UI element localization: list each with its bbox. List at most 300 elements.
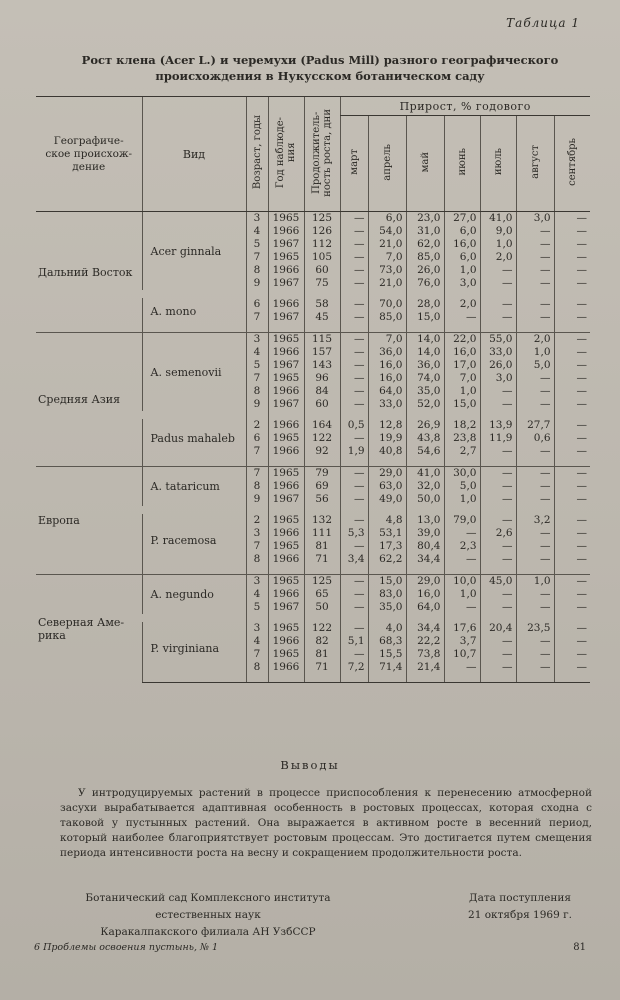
table-cell: 1965 [268,333,304,347]
table-row [36,575,590,589]
table-cell: 34,4 [406,622,444,635]
table-cell: 111 [304,527,340,540]
table-cell: — [554,225,590,238]
table-cell: 62,0 [406,238,444,251]
table-cell: 52,0 [406,398,444,411]
table-cell: 16,0 [444,346,480,359]
table-cell: 69 [304,480,340,493]
table-cell: 54,0 [368,225,406,238]
table-cell: — [554,398,590,411]
table-cell: — [554,514,590,527]
table-cell: 7 [246,540,268,553]
table-cell: 7,0 [368,251,406,264]
table-cell: — [516,648,554,661]
table-cell: 3,7 [444,635,480,648]
table-cell: 1967 [268,359,304,372]
table-cell: 3 [246,575,268,589]
growth-table [36,96,590,683]
table-cell: 1,0 [516,346,554,359]
table-cell: 2 [246,419,268,432]
table-cell: 75 [304,277,340,290]
table-cell: 36,0 [368,346,406,359]
table-cell: 76,0 [406,277,444,290]
table-cell: 84 [304,385,340,398]
table-cell: — [554,298,590,311]
table-cell: 2,0 [444,298,480,311]
header-month: сентябрь [554,116,590,212]
table-cell: 4 [246,346,268,359]
table-cell: — [516,385,554,398]
table-cell: 6,0 [444,225,480,238]
table-cell: 10,0 [444,575,480,589]
table-cell: 53,1 [368,527,406,540]
table-cell: — [554,540,590,553]
table-cell: — [340,251,368,264]
table-cell: 1,0 [444,588,480,601]
table-cell: 28,0 [406,298,444,311]
table-cell: — [516,251,554,264]
table-cell: 3 [246,212,268,226]
table-cell: 82 [304,635,340,648]
table-cell: 8 [246,480,268,493]
table-cell: 122 [304,622,340,635]
header-geo: Географиче- ское происхож- дение [36,97,142,212]
table-cell: — [516,635,554,648]
table-cell: — [516,298,554,311]
table-cell: — [340,398,368,411]
region-name: Европа [36,467,142,575]
table-cell: — [444,601,480,614]
table-cell: 31,0 [406,225,444,238]
table-cell: — [516,588,554,601]
table-cell: 43,8 [406,432,444,445]
table-cell: 56 [304,493,340,506]
table-cell: 5,0 [444,480,480,493]
table-cell: 2,6 [480,527,516,540]
table-cell: 105 [304,251,340,264]
table-cell: 70,0 [368,298,406,311]
table-cell: 1966 [268,419,304,432]
table-cell: 23,0 [406,212,444,226]
affiliation [58,890,358,941]
table-cell: 14,0 [406,346,444,359]
species-name: A. mono [142,298,246,324]
table-cell: 1966 [268,225,304,238]
table-cell: 0,5 [340,419,368,432]
table-cell: 125 [304,212,340,226]
table-cell: 1966 [268,553,304,566]
table-cell: 30,0 [444,467,480,481]
table-cell: — [340,277,368,290]
table-cell: 122 [304,432,340,445]
header-month: апрель [368,116,406,212]
table-cell: 27,7 [516,419,554,432]
table-cell: 1967 [268,601,304,614]
header-month: май [406,116,444,212]
header-species: Вид [142,97,246,212]
table-cell: 8 [246,661,268,674]
table-cell: 1,0 [480,238,516,251]
table-cell: 3 [246,333,268,347]
table-cell: 40,8 [368,445,406,458]
table-cell: 4 [246,225,268,238]
table-cell: 26,0 [406,264,444,277]
table-cell: 3,0 [516,212,554,226]
affiliation-line: Ботанический сад Комплексного института [85,892,331,904]
table-cell: 15,0 [444,398,480,411]
table-cell: — [516,277,554,290]
table-cell: 1,0 [444,385,480,398]
table-cell: 36,0 [406,359,444,372]
table-cell: 5 [246,359,268,372]
table-cell: 15,5 [368,648,406,661]
table-cell: 1965 [268,540,304,553]
page-number: 81 [573,942,586,953]
table-title: Рост клена (Acer L.) и черемухи (Padus Mill) разного географического происхождения в Нукусском ботаническом саду [81,53,559,83]
table-cell: 12,8 [368,419,406,432]
table-cell: 4,8 [368,514,406,527]
table-cell: — [554,311,590,324]
table-cell: — [340,225,368,238]
table-cell: 132 [304,514,340,527]
table-cell: 73,0 [368,264,406,277]
table-cell: 79 [304,467,340,481]
table-cell: 157 [304,346,340,359]
table-cell: 9 [246,277,268,290]
table-cell: 1966 [268,346,304,359]
table-cell: 85,0 [368,311,406,324]
table-cell: — [480,398,516,411]
table-cell: 1966 [268,445,304,458]
table-cell: 1966 [268,527,304,540]
table-cell: — [554,661,590,674]
table-cell: — [516,398,554,411]
table-cell: 1965 [268,648,304,661]
table-cell: 1966 [268,480,304,493]
table-cell: 1966 [268,385,304,398]
table-row [36,212,590,226]
table-cell: — [480,588,516,601]
table-cell: 73,8 [406,648,444,661]
table-cell: 5 [246,238,268,251]
table-cell: 39,0 [406,527,444,540]
table-cell: 16,0 [368,359,406,372]
table-cell: 5,3 [340,527,368,540]
table-cell: — [554,346,590,359]
table-cell: — [480,480,516,493]
table-cell: 5 [246,601,268,614]
header-month: март [340,116,368,212]
table-cell: 17,3 [368,540,406,553]
table-cell: 2 [246,514,268,527]
table-cell: — [554,445,590,458]
table-cell: 1967 [268,398,304,411]
table-cell: 33,0 [368,398,406,411]
table-cell: 7 [246,372,268,385]
table-cell: 26,0 [480,359,516,372]
table-cell: — [480,648,516,661]
table-cell: — [554,251,590,264]
table-cell: — [340,480,368,493]
table-cell: — [516,480,554,493]
table-cell: 41,0 [480,212,516,226]
table-cell: 17,6 [444,622,480,635]
table-cell: 7,0 [368,333,406,347]
table-cell: — [340,346,368,359]
table-cell: 21,0 [368,238,406,251]
table-cell: — [554,385,590,398]
table-cell: — [340,212,368,226]
table-cell: — [554,622,590,635]
table-cell: 16,0 [406,588,444,601]
table-cell: 1966 [268,635,304,648]
table-cell: — [516,493,554,506]
table-cell: 7 [246,648,268,661]
table-cell: 33,0 [480,346,516,359]
table-cell: — [554,419,590,432]
table-cell: 7 [246,445,268,458]
table-cell: 85,0 [406,251,444,264]
conclusions-text: У интродуцируемых растений в процессе приспособления к перенесению атмосферной засухи вырабатывается адаптивная особенность в ростовых процессах, которая сходна с таковой у пустынных растений. Она выражается в активном росте в весенний период, который наиболее благоприятствует ростовым процессам. Это достигается путем смещения периода интенсивности роста на весну и сокращением продолжительности роста. [60,787,592,859]
table-cell: — [340,311,368,324]
table-cell: — [554,333,590,347]
table-cell: 16,0 [444,238,480,251]
table-cell: — [480,311,516,324]
table-cell: 0,6 [516,432,554,445]
table-cell: 125 [304,575,340,589]
table-cell: 8 [246,553,268,566]
species-name: P. racemosa [142,514,246,566]
table-cell: — [554,212,590,226]
region-name: Дальний Восток [36,212,142,333]
table-cell: 92 [304,445,340,458]
table-cell: 164 [304,419,340,432]
table-cell: 65 [304,588,340,601]
table-cell: — [444,553,480,566]
table-cell: 19,9 [368,432,406,445]
table-cell: — [554,467,590,481]
table-cell: — [554,493,590,506]
table-cell: 9,0 [480,225,516,238]
table-cell: — [340,493,368,506]
table-cell: 1967 [268,311,304,324]
table-cell: 9 [246,493,268,506]
table-cell: 29,0 [368,467,406,481]
table-cell: 2,7 [444,445,480,458]
table-cell: — [554,359,590,372]
table-cell: — [554,372,590,385]
table-cell: 1967 [268,493,304,506]
table-cell: 3,0 [444,277,480,290]
table-cell: 1966 [268,661,304,674]
table-cell: 55,0 [480,333,516,347]
table-cell: 50 [304,601,340,614]
table-cell: 17,0 [444,359,480,372]
table-cell: 74,0 [406,372,444,385]
table-cell: — [480,661,516,674]
received-date [440,890,600,924]
table-cell: 71,4 [368,661,406,674]
table-cell: 60 [304,398,340,411]
table-cell: 6,0 [444,251,480,264]
table-cell: — [480,467,516,481]
table-cell: — [480,445,516,458]
table-cell: — [340,588,368,601]
species-name: Acer ginnala [142,212,246,291]
received-value: 21 октября 1969 г. [468,909,572,921]
table-cell: 10,7 [444,648,480,661]
table-cell: 1,0 [444,493,480,506]
table-cell: — [480,601,516,614]
table-cell: 71 [304,553,340,566]
table-cell: 3 [246,622,268,635]
table-cell: 8 [246,385,268,398]
table-cell: 143 [304,359,340,372]
table-cell: — [480,553,516,566]
table-cell: — [554,553,590,566]
table-cell: 50,0 [406,493,444,506]
table-cell: 1,0 [516,575,554,589]
table-cell: 8 [246,264,268,277]
table-cell: — [340,359,368,372]
table-cell: — [340,601,368,614]
table-cell: — [516,553,554,566]
table-cell: 34,4 [406,553,444,566]
table-cell: 6 [246,298,268,311]
table-cell: — [554,277,590,290]
region-name: Средняя Азия [36,333,142,467]
table-cell: 5,0 [516,359,554,372]
affiliation-line: Каракалпакского филиала АН УзбССР [100,926,316,938]
table-cell: 3,0 [480,372,516,385]
table-cell: — [340,264,368,277]
table-cell: 2,0 [516,333,554,347]
table-cell: 3,4 [340,553,368,566]
table-cell: 6,0 [368,212,406,226]
table-cell: — [340,540,368,553]
table-cell: 71 [304,661,340,674]
table-cell: — [554,648,590,661]
table-cell: 15,0 [406,311,444,324]
table-cell: — [554,575,590,589]
table-cell: — [516,540,554,553]
running-footer: 6 Проблемы освоения пустынь, № 1 [34,942,219,953]
table-cell: 112 [304,238,340,251]
table-cell: 29,0 [406,575,444,589]
table-cell: — [516,601,554,614]
header-month: июнь [444,116,480,212]
species-name: A. semenovii [142,333,246,412]
table-cell: 22,0 [444,333,480,347]
table-row [36,467,590,481]
table-cell: — [554,527,590,540]
table-cell: — [516,238,554,251]
table-cell: — [554,480,590,493]
table-cell: 3 [246,527,268,540]
table-cell: — [340,622,368,635]
table-cell: 13,9 [480,419,516,432]
table-cell: 54,6 [406,445,444,458]
table-cell: — [554,635,590,648]
table-cell: — [480,635,516,648]
table-cell: 6 [246,432,268,445]
table-cell: — [516,264,554,277]
table-cell: 1965 [268,251,304,264]
table-cell: 9 [246,398,268,411]
table-cell: 1965 [268,372,304,385]
table-body [36,212,590,683]
table-cell: 1967 [268,238,304,251]
table-cell: 14,0 [406,333,444,347]
species-name: P. virginiana [142,622,246,674]
table-cell: 7 [246,311,268,324]
table-cell: 45 [304,311,340,324]
table-cell: — [340,333,368,347]
received-label: Дата поступления [469,892,571,904]
table-cell: 5,1 [340,635,368,648]
table-cell: 11,9 [480,432,516,445]
header-duration: Продолжитель- ность роста, дни [304,97,340,212]
table-label: Таблица 1 [506,16,580,30]
table-cell: — [340,385,368,398]
species-name: Padus mahaleb [142,419,246,458]
table-cell: 1965 [268,514,304,527]
table-cell: 79,0 [444,514,480,527]
table-cell: 21,0 [368,277,406,290]
table-cell: 83,0 [368,588,406,601]
table-cell: 2,3 [444,540,480,553]
table-cell: 20,4 [480,622,516,635]
table-cell: 32,0 [406,480,444,493]
table-cell: 35,0 [406,385,444,398]
table-cell: 1965 [268,575,304,589]
table-cell: 21,4 [406,661,444,674]
table-cell: 68,3 [368,635,406,648]
table-cell: 1965 [268,212,304,226]
table-cell: 45,0 [480,575,516,589]
table-cell: 4 [246,588,268,601]
table-cell: 96 [304,372,340,385]
table-cell: 35,0 [368,601,406,614]
header-age: Возраст, годы [246,97,268,212]
header-growth: Прирост, % годового [340,97,590,116]
table-cell: — [340,432,368,445]
table-cell: — [480,298,516,311]
table-cell: — [480,264,516,277]
table-cell: 58 [304,298,340,311]
table-cell: 64,0 [406,601,444,614]
region-name: Северная Аме- рика [36,575,142,683]
table-cell: 27,0 [444,212,480,226]
table-cell: 49,0 [368,493,406,506]
table-cell: — [444,527,480,540]
table-cell: 1,0 [444,264,480,277]
conclusions-heading: Выводы [280,758,340,772]
affiliation-line: естественных наук [155,909,261,921]
table-cell: — [554,588,590,601]
table-cell: 1966 [268,588,304,601]
table-cell: — [340,298,368,311]
table-cell: — [516,661,554,674]
table-cell: — [340,238,368,251]
table-cell: 80,4 [406,540,444,553]
table-cell: — [554,264,590,277]
table-cell: 1966 [268,264,304,277]
table-cell: 1965 [268,622,304,635]
table-cell: — [444,661,480,674]
table-cell: — [554,432,590,445]
table-cell: 1965 [268,432,304,445]
